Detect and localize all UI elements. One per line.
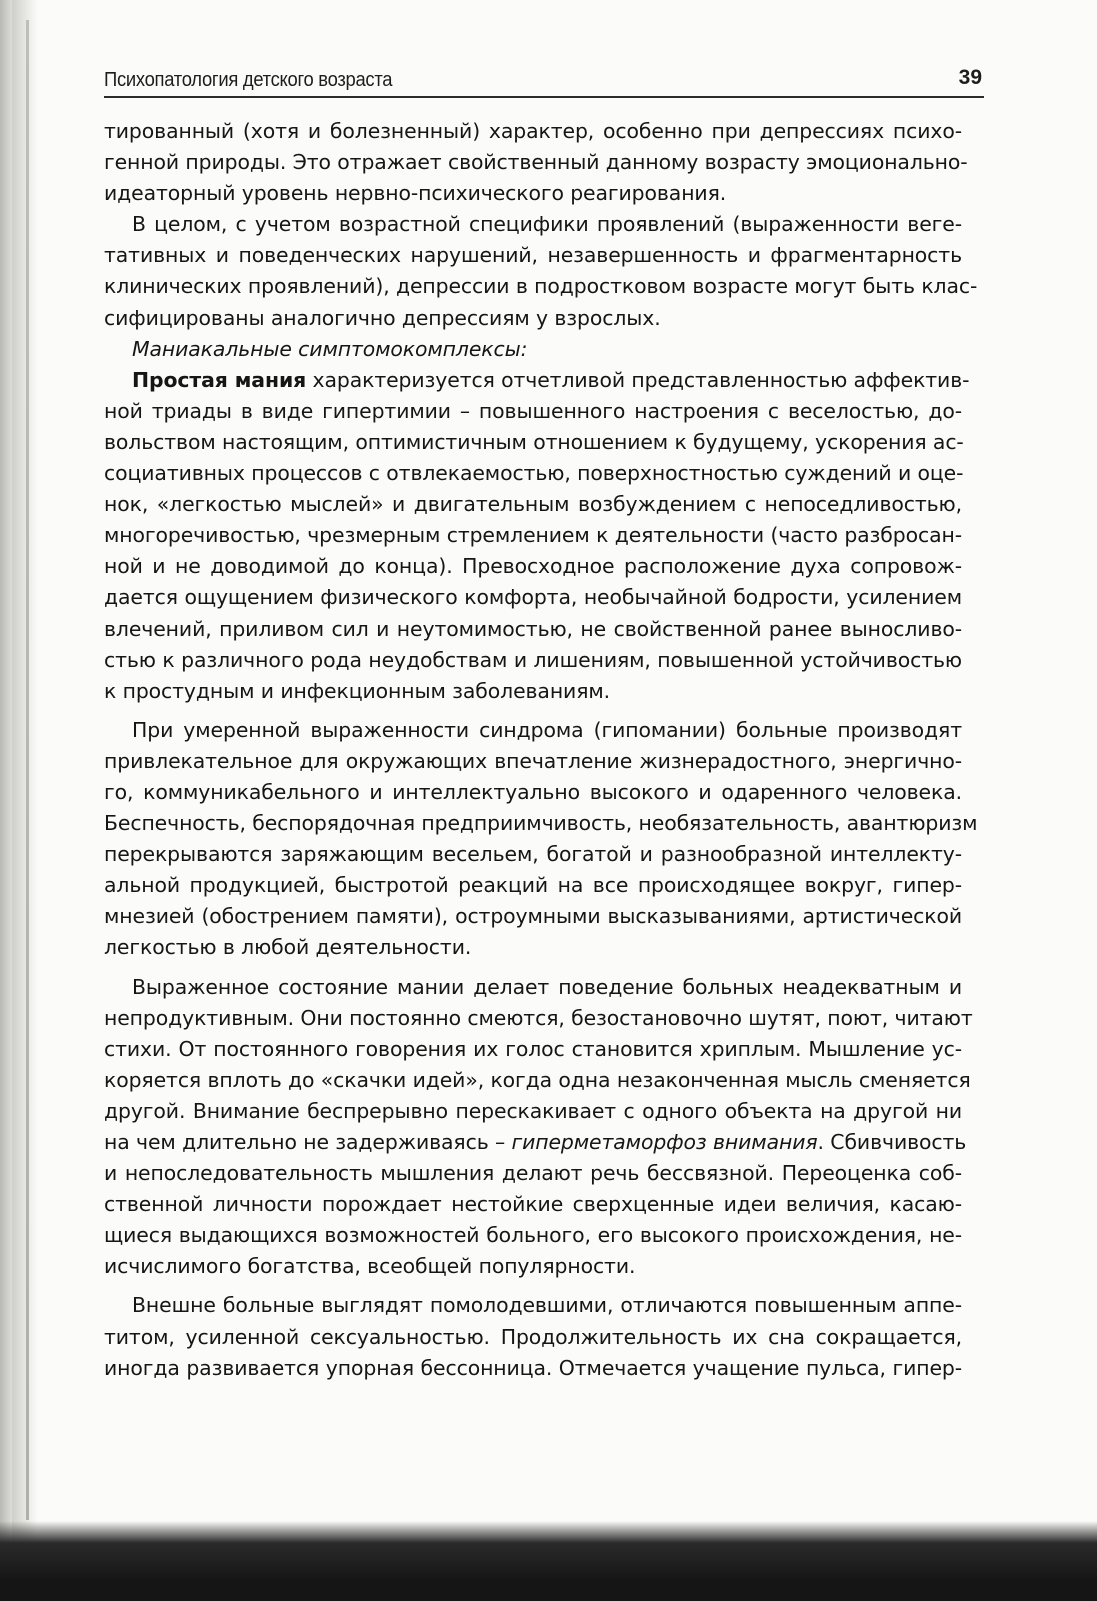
text-line: и непоследовательность мышления делают речь бессвязной. Переоценка соб-: [104, 1161, 962, 1186]
text-line: влечений, приливом сил и неутомимостью, не свойственной ранее выносливо-: [104, 616, 962, 641]
page-number: 39: [958, 66, 982, 89]
text-line: перекрываются заряжающим весельем, богатой и разнообразной интеллекту-: [104, 842, 962, 867]
text-line: сифицированы аналогично депрессиям у взрослых.: [104, 305, 661, 330]
text-line: Выраженное состояние мании делает поведение больных неадекватным и: [132, 974, 962, 999]
text-line: другой. Внимание беспрерывно перескакивает с одного объекта на другой ни: [104, 1098, 962, 1123]
text-line: В целом, с учетом возрастной специфики проявлений (выраженности веге-: [132, 212, 962, 237]
text-line: го, коммуникабельного и интеллектуально высокого и одаренного человека.: [104, 779, 962, 804]
paragraph: [104, 116, 968, 209]
text-line: к простудным и инфекционным заболеваниям.: [104, 678, 611, 703]
text-line: идеаторный уровень нервно-психического реагирования.: [104, 181, 727, 206]
text-line: При умеренной выраженности синдрома (гипомании) больные производят: [132, 717, 962, 742]
text-line: ственной личности порождает нестойкие сверхценные идеи величия, касаю-: [104, 1192, 962, 1217]
text-line: титом, усиленной сексуальностью. Продолжительность их сна сокращается,: [104, 1324, 962, 1349]
text-line: легкостью в любой деятельности.: [104, 935, 472, 960]
text-line: дается ощущением физического комфорта, необычайной бодрости, усилением: [104, 585, 962, 610]
text-line: ной и не доводимой до конца). Превосходное расположение духа сопровож-: [104, 554, 962, 579]
paragraph: [104, 209, 978, 333]
book-spine-edge: [0, 0, 12, 1601]
running-head: Психопатология детского возраста: [104, 69, 393, 91]
gutter-shadow: [12, 0, 38, 1601]
text-line: генной природы. Это отражает свойственный данному возрасту эмоционально-: [104, 150, 968, 175]
text-line: исчислимого богатства, всеобщей популярности.: [104, 1254, 636, 1279]
text-line: щиеся выдающихся возможностей больного, его высокого происхождения, не-: [104, 1223, 962, 1248]
text-line: социативных процессов с отвлекаемостью, поверхностностью суждений и оце-: [104, 461, 964, 486]
text-line: клинических проявлений), депрессии в подростковом возрасте могут быть клас-: [104, 274, 978, 299]
text-line: мнезией (обострением памяти), остроумными высказываниями, артистической: [104, 904, 962, 929]
text-line: многоречивостью, чрезмерным стремлением к деятельности (часто разбросан-: [104, 523, 962, 548]
text-line: вольством настоящим, оптимистичным отношением к будущему, ускорения ас-: [104, 429, 964, 454]
text-line: на чем длительно не задерживаясь – гиперметаморфоз внимания. Сбивчивость: [104, 1130, 967, 1154]
text-line: непродуктивным. Они постоянно смеются, безостановочно шутят, поют, читают: [104, 1005, 973, 1030]
text-line: альной продукцией, быстротой реакций на все происходящее вокруг, гипер-: [104, 873, 962, 898]
paragraph: [104, 1290, 962, 1383]
italic-term: гиперметаморфоз внимания: [511, 1130, 818, 1154]
text-line: стихи. От постоянного говорения их голос становится хриплым. Мышление ус-: [104, 1036, 962, 1061]
text-line: нок, «легкостью мыслей» и двигательным возбуждением с непоседливостью,: [104, 492, 962, 517]
text-line: Внешне больные выглядят помолодевшими, отличаются повышенным аппе-: [132, 1293, 962, 1318]
text-line: Маниакальные симптомокомплексы:: [132, 336, 528, 361]
text-line: тативных и поведенческих нарушений, незавершенность и фрагментарность: [104, 243, 962, 268]
page-header: [104, 58, 984, 98]
text-line: ной триады в виде гипертимии – повышенного настроения с веселостью, до-: [104, 398, 962, 423]
paragraph: [104, 972, 973, 1283]
body-text: [104, 116, 978, 1384]
paragraph: [104, 715, 978, 964]
text-line: коряется вплоть до «скачки идей», когда одна незаконченная мысль сменяется: [104, 1067, 971, 1092]
text-line: Беспечность, беспорядочная предприимчивость, необязательность, авантюризм: [104, 811, 978, 836]
scan-bottom-edge: [0, 1521, 1097, 1601]
text-line: привлекательное для окружающих впечатление жизнерадостного, энергично-: [104, 748, 962, 773]
section-subheading: [104, 334, 962, 365]
gutter-line: [26, 20, 29, 1520]
text-line: стью к различного рода неудобствам и лишениям, повышенной устойчивостью: [104, 647, 962, 672]
text-line: тированный (хотя и болезненный) характер, особенно при депрессиях психо-: [104, 119, 962, 143]
paragraph: [104, 365, 970, 707]
bold-term: Простая мания: [132, 367, 307, 392]
text-line: иногда развивается упорная бессонница. Отмечается учащение пульса, гипер-: [104, 1355, 962, 1380]
text-line: Простая мания характеризуется отчетливой представленностью аффектив-: [132, 367, 970, 392]
